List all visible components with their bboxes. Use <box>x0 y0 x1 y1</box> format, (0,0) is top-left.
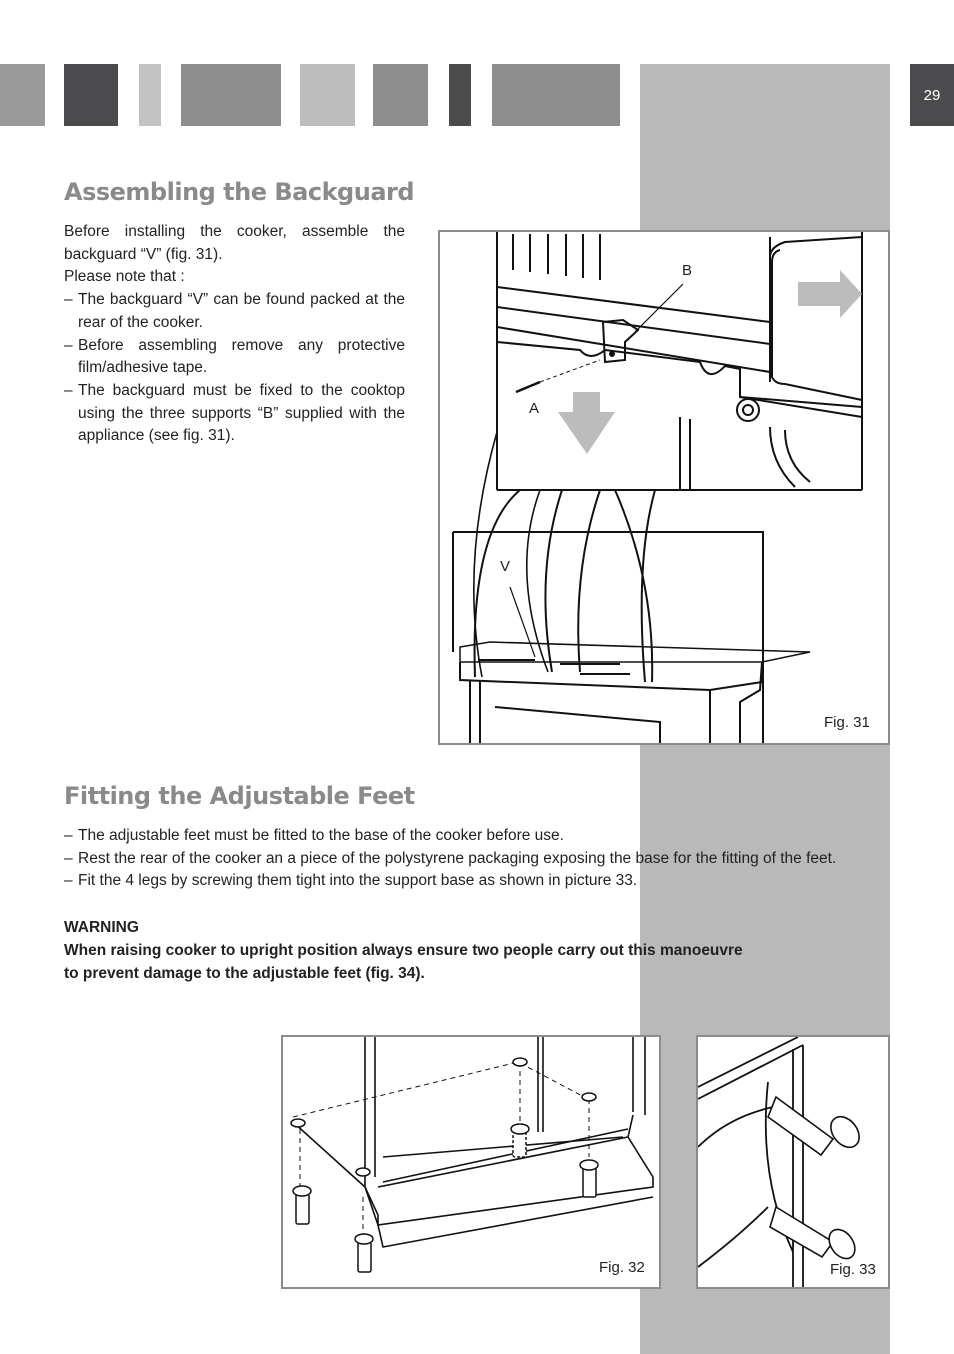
feet-text <box>64 825 894 893</box>
figure-31 <box>438 230 890 745</box>
backguard-intro: Before installing the cooker, assemble the backguard “V” (fig. 31). <box>64 223 405 263</box>
page-number-tab <box>910 64 954 126</box>
figure-31-label-v: V <box>500 558 511 575</box>
header-bar-7 <box>449 64 471 126</box>
section-title-backguard: Assembling the Backguard <box>64 178 415 206</box>
figure-31-label-b: B <box>682 262 693 279</box>
figure-33-illustration <box>698 1037 888 1287</box>
header-bar-5 <box>300 64 355 126</box>
warning-block <box>64 916 864 985</box>
figure-33-caption: Fig. 33 <box>830 1261 876 1278</box>
feet-item-1: – The adjustable feet must be fitted to the base of the cooker before use. <box>64 825 894 848</box>
header-bar-1 <box>0 64 45 126</box>
feet-item-3: – Fit the 4 legs by screwing them tight into the support base as shown in picture 33. <box>64 870 894 893</box>
warning-title: WARNING <box>64 919 139 936</box>
warning-line-1: When raising cooker to upright position always ensure two people carry out this manoeuvre <box>64 942 743 959</box>
backguard-item-3: – The backguard must be fixed to the cooktop using the three supports “B” supplied with the appliance (see fig. 31). <box>64 380 405 448</box>
backguard-item-2: – Before assembling remove any protective film/adhesive tape. <box>64 335 405 380</box>
header-bar-6 <box>373 64 428 126</box>
header-bar-2 <box>64 64 118 126</box>
backguard-note: Please note that : <box>64 268 185 286</box>
figure-31-illustration <box>440 232 888 743</box>
figure-32-caption: Fig. 32 <box>599 1259 645 1276</box>
feet-item-2: – Rest the rear of the cooker an a piece of the polystyrene packaging exposing the base for the fitting of the feet. <box>64 848 894 871</box>
header-bar-4 <box>181 64 281 126</box>
backguard-text <box>64 221 405 448</box>
figure-32-illustration <box>283 1037 659 1287</box>
section-title-feet: Fitting the Adjustable Feet <box>64 782 415 810</box>
page-number: 29 <box>923 86 941 104</box>
backguard-item-1: – The backguard “V” can be found packed at the rear of the cooker. <box>64 289 405 334</box>
figure-31-caption: Fig. 31 <box>824 714 870 731</box>
header-bar-8 <box>492 64 620 126</box>
warning-line-2: to prevent damage to the adjustable feet (fig. 34). <box>64 965 425 982</box>
figure-32 <box>281 1035 661 1289</box>
figure-31-label-a: A <box>529 400 540 417</box>
figure-33 <box>696 1035 890 1289</box>
header-bar-3 <box>139 64 161 126</box>
